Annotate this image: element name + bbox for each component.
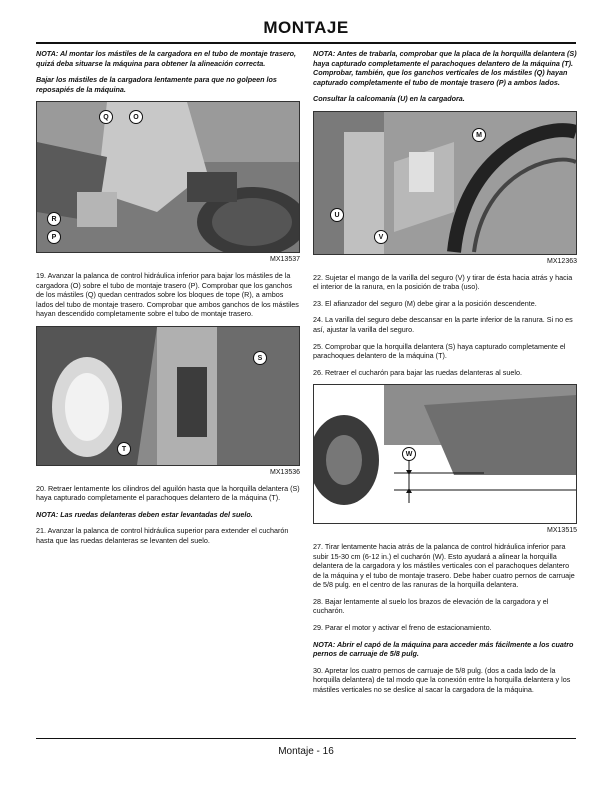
callout-t: T xyxy=(117,442,131,456)
page-footer: Montaje - 16 xyxy=(278,746,334,757)
figure-id: MX13536 xyxy=(270,468,300,476)
step-24: 24. La varilla del seguro debe descansar en la parte inferior de la ranura. Si no es así, ajustar la varilla del seguro. xyxy=(313,315,573,334)
callout-q: Q xyxy=(99,110,113,124)
figure-id: MX13515 xyxy=(547,527,577,535)
callout-m: M xyxy=(472,128,486,142)
note-check-capture: NOTA: Antes de trabarla, comprobar que la placa de la horquilla delantera (S) haya capturado completamente el parachoques delantero de la máquina (T). Comprobar, también, que los ganchos verticales de los mástiles (Q) hayan capturado completamente el tubo de montaje trasero (P) a ambos lados. xyxy=(313,49,577,87)
page-title: MONTAJE xyxy=(263,18,349,37)
callout-p: P xyxy=(47,230,61,244)
step-26: 26. Retraer el cucharón para bajar las ruedas delanteras al suelo. xyxy=(313,367,522,377)
step-28: 28. Bajar lentamente al suelo los brazos de elevación de la cargadora y el cucharón. xyxy=(313,596,549,616)
step-22: 22. Sujetar el mango de la varilla del seguro (V) y tirar de ésta hacia atrás y hacia el interior de la ranura, en la posición de traba (uso). xyxy=(313,272,573,292)
figure-mx13537 xyxy=(36,101,300,253)
step-20: 20. Retraer lentamente los cilindros del aguilón hasta que la horquilla delantera (S) haya capturado completamente el parachoques delantero de la máquina (T). xyxy=(36,483,300,503)
footer-rule xyxy=(36,738,576,739)
figure-mx13536 xyxy=(36,326,300,466)
figure-mx13515 xyxy=(313,384,577,524)
right-column xyxy=(313,49,577,702)
note-decal: Consultar la calcomanía (U) en la cargadora. xyxy=(313,94,465,104)
figure-mx12363 xyxy=(313,111,577,255)
title-rule xyxy=(36,42,576,44)
step-19: 19. Avanzar la palanca de control hidráulica inferior para bajar los mástiles de la cargadora (O) sobre el tubo de montaje trasero (P). Comprobar que los ganchos de los mástiles (Q) quedan centrados sobre los bloques de tope (R), a ambos lados del tubo de montaje trasero. Comprobar que ambos ganchos de los mástiles hayan descendido completamente sobre el tubo de montaje trasero. xyxy=(36,270,299,319)
left-column xyxy=(36,49,300,553)
callout-s: S xyxy=(253,351,267,365)
step-21: 21. Avanzar la palanca de control hidráulica superior para extender el cucharón hasta que las ruedas delanteras se levanten del suelo. xyxy=(36,526,289,545)
callout-v: V xyxy=(374,230,388,244)
photo-mast-hooks xyxy=(37,102,299,252)
figure-id: MX13537 xyxy=(270,256,300,264)
step-23: 23. El afianzador del seguro (M) debe girar a la posición descendente. xyxy=(313,298,537,308)
callout-u: U xyxy=(330,208,344,222)
photo-bucket-raised xyxy=(314,385,576,523)
photo-latch-rod xyxy=(314,112,576,254)
step-30: 30. Apretar los cuatro pernos de carruaje de 5/8 pulg. (dos a cada lado de la horquilla delantera) de tal modo que la conexión entre la horquilla delantera y los mástiles verticales no se deslice al sacar la cargadora de la máquina. xyxy=(313,665,571,695)
step-27: 27. Tirar lentamente hacia atrás de la palanca de control hidráulica inferior para subir 15-30 cm (6-12 in.) el cucharón (W). Esto ayudará a alinear la horquilla delantera de la cargadora y los mástiles verticales con el parachoques delantero de la máquina y el tubo de montaje trasero. Debe haber cuatro pernos de carruaje de 5/8 pulg. en el centro de las ranuras de la horquilla delantera. xyxy=(313,541,575,590)
callout-r: R xyxy=(47,212,61,226)
callout-o: O xyxy=(129,110,143,124)
note-mast-alignment: NOTA: Al montar los mástiles de la cargadora en el tubo de montaje trasero, quizá deba situarse la máquina para obtener la alineación correcta. xyxy=(36,49,297,68)
note-lower-masts: Bajar los mástiles de la cargadora lentamente para que no golpeen los reposapiés de la máquina. xyxy=(36,75,277,94)
note-open-hood: NOTA: Abrir el capó de la máquina para acceder más fácilmente a los cuatro pernos de carruaje de 5/8 pulg. xyxy=(313,639,574,659)
figure-id: MX12363 xyxy=(547,257,577,265)
photo-front-bracket xyxy=(37,327,299,465)
note-front-wheels: NOTA: Las ruedas delanteras deben estar levantadas del suelo. xyxy=(36,509,253,519)
step-25: 25. Comprobar que la horquilla delantera (S) haya capturado completamente el parachoques delantero de la máquina (T). xyxy=(313,341,566,361)
step-29: 29. Parar el motor y activar el freno de estacionamiento. xyxy=(313,623,492,633)
callout-w: W xyxy=(402,447,416,461)
